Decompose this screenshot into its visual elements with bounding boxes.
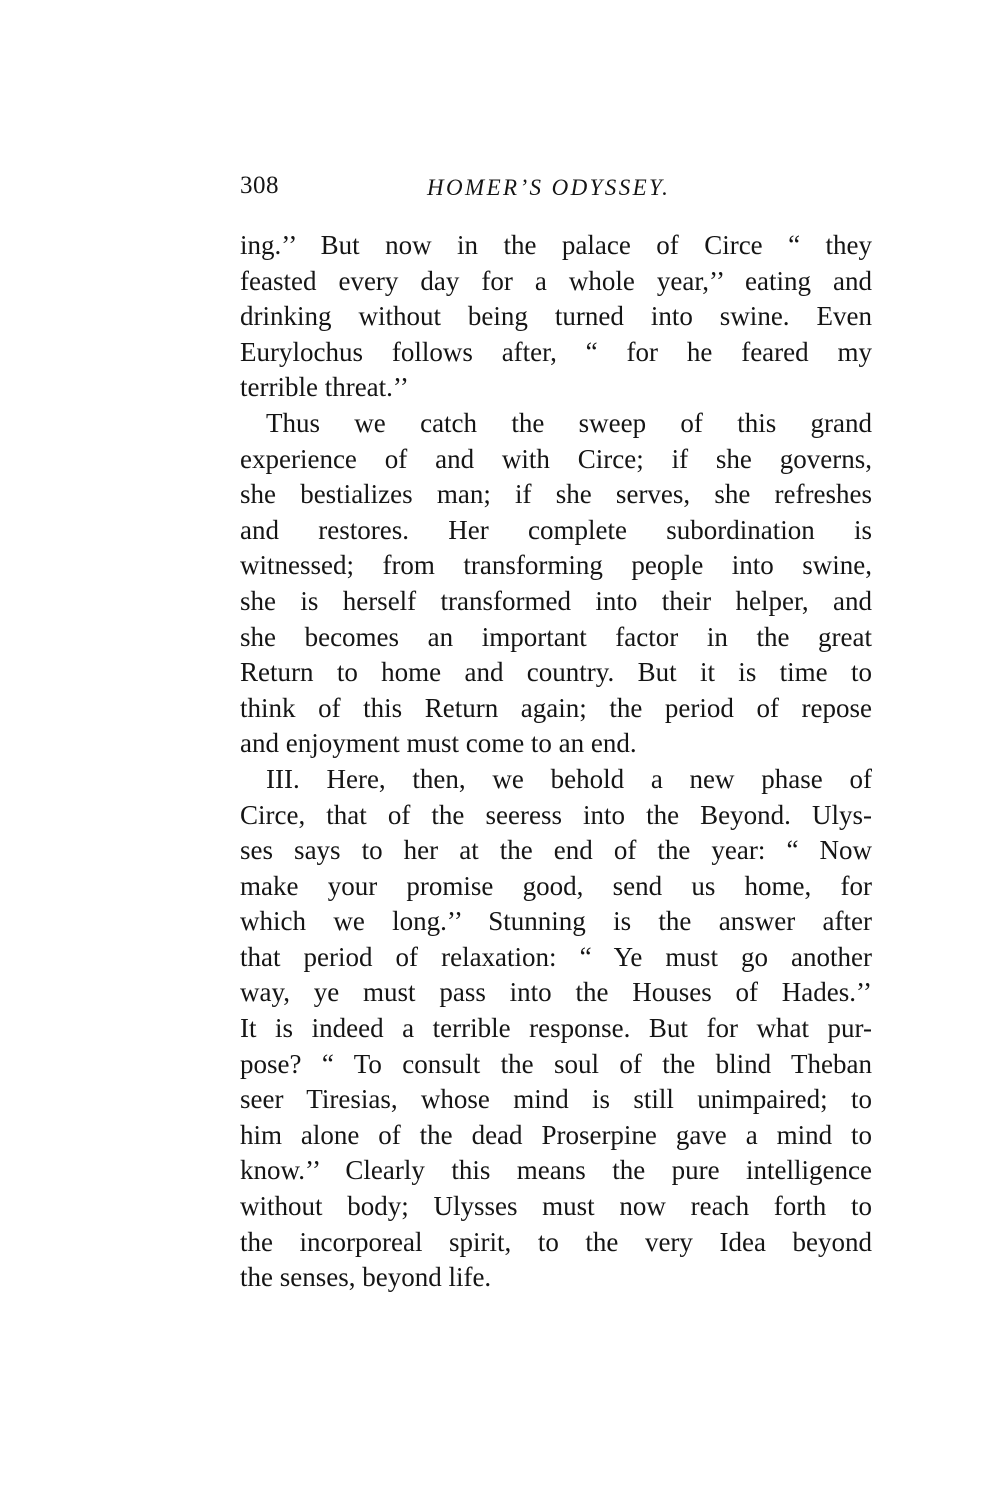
text-line: Return to home and country. But it is time to: [240, 657, 872, 688]
text-line: him alone of the dead Proserpine gave a mind to: [240, 1119, 872, 1150]
text-line: Eurylochus follows after, “ for he feared my: [240, 336, 872, 367]
text-line: III. Here, then, we behold a new phase of: [266, 763, 872, 794]
text-line: that period of relaxation: “ Ye must go another: [240, 941, 872, 972]
text-line: feasted every day for a whole year,’’ eating and: [240, 265, 872, 296]
text-line: which we long.’’ Stunning is the answer after: [240, 906, 872, 937]
text-line: way, ye must pass into the Houses of Hades.’’: [240, 977, 872, 1008]
paragraph-3: [240, 762, 872, 1296]
text-line: It is indeed a terrible response. But for what pur-: [240, 1013, 872, 1044]
paragraph-1: [240, 228, 872, 406]
text-line: pose? “ To consult the soul of the blind Theban: [240, 1048, 872, 1079]
text-line: think of this Return again; the period of repose: [240, 692, 872, 723]
text-line: witnessed; from transforming people into swine,: [240, 550, 872, 581]
text-line: she bestializes man; if she serves, she refreshes: [240, 479, 872, 510]
text-line: seer Tiresias, whose mind is still unimpaired; to: [240, 1084, 872, 1115]
page-number: 308: [240, 172, 279, 199]
text-line: know.’’ Clearly this means the pure intelligence: [240, 1155, 872, 1186]
text-line: experience of and with Circe; if she governs,: [240, 443, 872, 474]
body-text: [240, 228, 872, 1296]
text-line: the senses, beyond life.: [240, 1262, 492, 1293]
text-line: she is herself transformed into their helper, and: [240, 585, 872, 616]
paragraph-2: [240, 406, 872, 762]
text-line: Thus we catch the sweep of this grand: [266, 407, 872, 438]
text-line: without body; Ulysses must now reach forth to: [240, 1191, 872, 1222]
text-line: ses says to her at the end of the year: “ Now: [240, 835, 872, 866]
text-line: Circe, that of the seeress into the Beyond. Ulys-: [240, 799, 872, 830]
text-line: ing.’’ But now in the palace of Circe “ they: [240, 230, 872, 260]
text-line: and enjoyment must come to an end.: [240, 728, 637, 759]
running-title: HOMER’S ODYSSEY.: [427, 175, 671, 200]
text-line: terrible threat.’’: [240, 372, 409, 403]
text-line: drinking without being turned into swine. Even: [240, 301, 872, 332]
running-head: [240, 170, 880, 206]
text-line: and restores. Her complete subordination is: [240, 514, 872, 545]
text-line: make your promise good, send us home, for: [240, 870, 872, 901]
text-line: the incorporeal spirit, to the very Idea beyond: [240, 1226, 872, 1257]
text-line: she becomes an important factor in the great: [240, 621, 872, 652]
